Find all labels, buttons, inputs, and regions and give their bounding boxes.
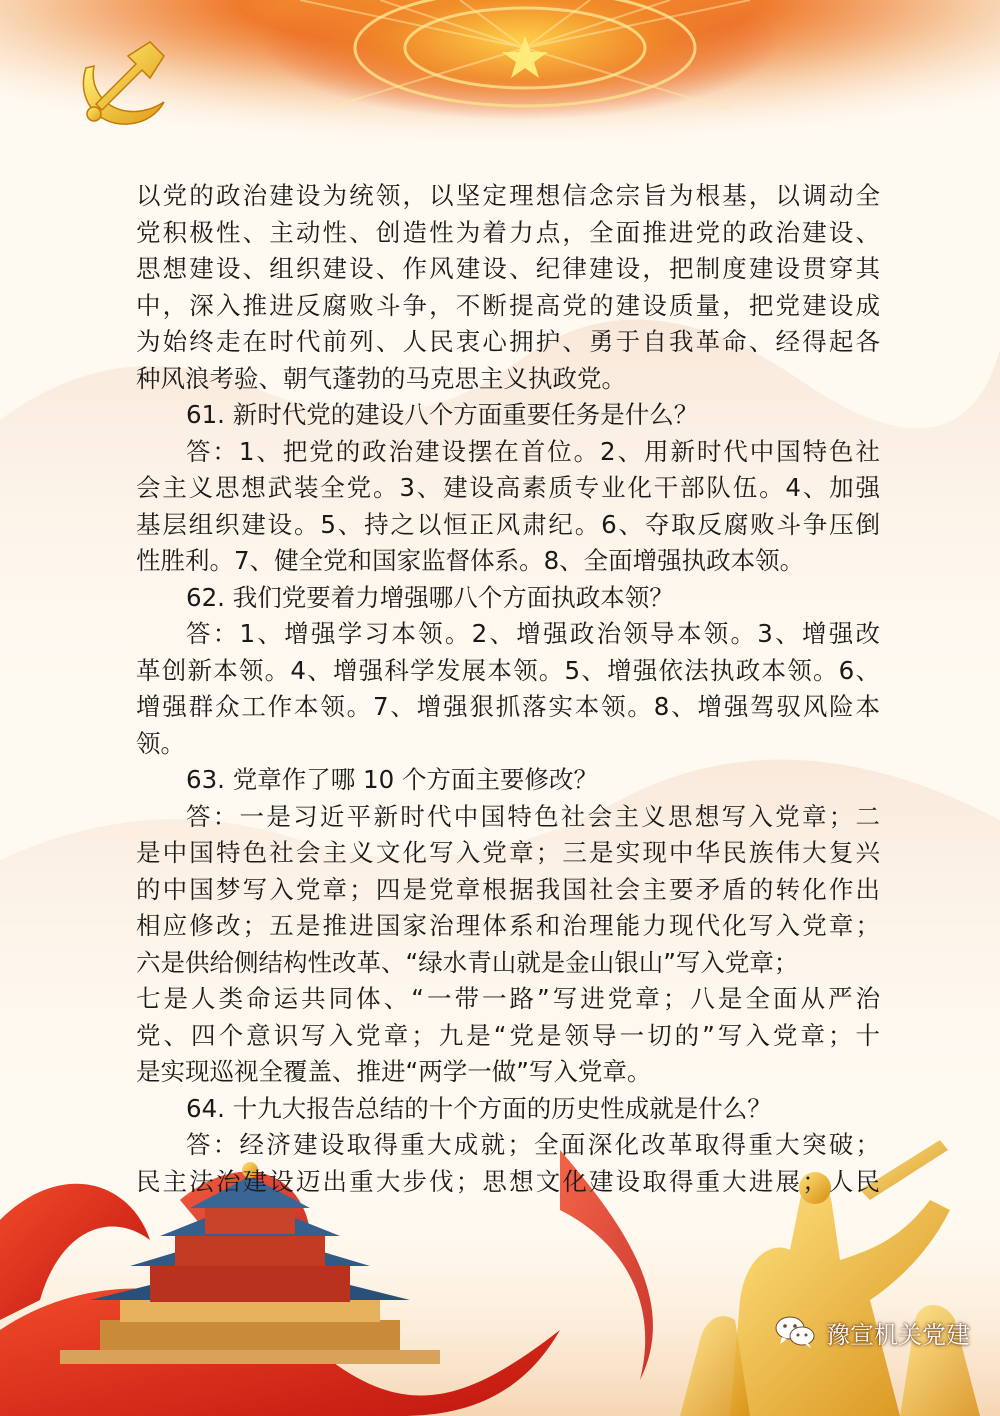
text-line: 革创新本领。4、增强科学发展本领。5、增强依法执政本领。6、 bbox=[136, 655, 880, 685]
text-line: 的中国梦写入党章；四是党章根据我国社会主要矛盾的转化作出 bbox=[136, 874, 880, 904]
text-line: 以党的政治建设为统领，以坚定理想信念宗旨为根基，以调动全 bbox=[136, 181, 880, 210]
text-line: 增强群众工作本领。7、增强狠抓落实本领。8、增强驾驭风险本 bbox=[136, 692, 880, 721]
question-63 bbox=[136, 762, 880, 799]
wechat-icon bbox=[774, 1314, 816, 1350]
answer-63 bbox=[136, 799, 880, 1091]
watermark-label: 豫宣机关党建 bbox=[826, 1320, 970, 1349]
text-line: 性胜利。7、健全党和国家监督体系。8、全面增强执政本领。 bbox=[136, 546, 805, 575]
party-emblem-icon bbox=[66, 28, 176, 138]
text-line: 党积极性、主动性、创造性为着力点，全面推进党的政治建设、 bbox=[136, 217, 880, 247]
question-heading: 64. 十九大报告总结的十个方面的历史性成就是什么？ bbox=[186, 1093, 772, 1123]
text-line: 思想建设、组织建设、作风建设、纪律建设，把制度建设贯穿其 bbox=[136, 254, 880, 283]
question-heading: 63. 党章作了哪 10 个方面主要修改？ bbox=[186, 765, 599, 794]
document-body bbox=[136, 178, 880, 1200]
text-line: 领。 bbox=[136, 728, 185, 758]
text-line: 基层组织建设。5、持之以恒正风肃纪。6、夺取反腐败斗争压倒 bbox=[136, 509, 880, 539]
text-line: 是中国特色社会主义文化写入党章；三是实现中华民族伟大复兴 bbox=[136, 838, 880, 867]
answer-64 bbox=[136, 1127, 880, 1200]
wechat-watermark bbox=[774, 1312, 970, 1352]
answer-62 bbox=[136, 616, 880, 762]
text-line: 相应修改；五是推进国家治理体系和治理能力现代化写入党章； bbox=[136, 911, 880, 940]
text-line: 种风浪考验、朝气蓬勃的马克思主义执政党。 bbox=[136, 363, 626, 393]
text-line: 七是人类命运共同体、“一带一路”写进党章；八是全面从严治 bbox=[136, 984, 880, 1013]
text-line: 为始终走在时代前列、人民衷心拥护、勇于自我革命、经得起各 bbox=[136, 327, 880, 356]
text-line: 答：1、增强学习本领。2、增强政治领导本领。3、增强改 bbox=[186, 619, 880, 648]
text-line: 民主法治建设迈出重大步伐；思想文化建设取得重大进展；人民 bbox=[136, 1166, 880, 1196]
text-line: 六是供给侧结构性改革、“绿水青山就是金山银山”写入党章； bbox=[136, 947, 799, 977]
text-line: 党、四个意识写入党章；九是“党是领导一切的”写入党章；十 bbox=[136, 1020, 880, 1050]
question-62 bbox=[136, 580, 880, 617]
text-line: 答：1、把党的政治建设摆在首位。2、用新时代中国特色社 bbox=[186, 436, 880, 466]
text-line: 中，深入推进反腐败斗争，不断提高党的建设质量，把党建设成 bbox=[136, 290, 880, 320]
text-line: 会主义思想武装全党。3、建设高素质专业化干部队伍。4、加强 bbox=[136, 473, 880, 502]
text-line: 答：经济建设取得重大成就；全面深化改革取得重大突破； bbox=[186, 1130, 880, 1159]
question-64 bbox=[136, 1091, 880, 1128]
text-line: 答：一是习近平新时代中国特色社会主义思想写入党章；二 bbox=[186, 801, 880, 831]
question-heading: 61. 新时代党的建设八个方面重要任务是什么？ bbox=[186, 400, 699, 429]
question-heading: 62. 我们党要着力增强哪八个方面执政本领？ bbox=[186, 582, 674, 612]
question-61 bbox=[136, 397, 880, 434]
text-line: 是实现巡视全覆盖、推进“两学一做”写入党章。 bbox=[136, 1057, 652, 1086]
answer-61 bbox=[136, 434, 880, 580]
body-paragraph bbox=[136, 178, 880, 397]
